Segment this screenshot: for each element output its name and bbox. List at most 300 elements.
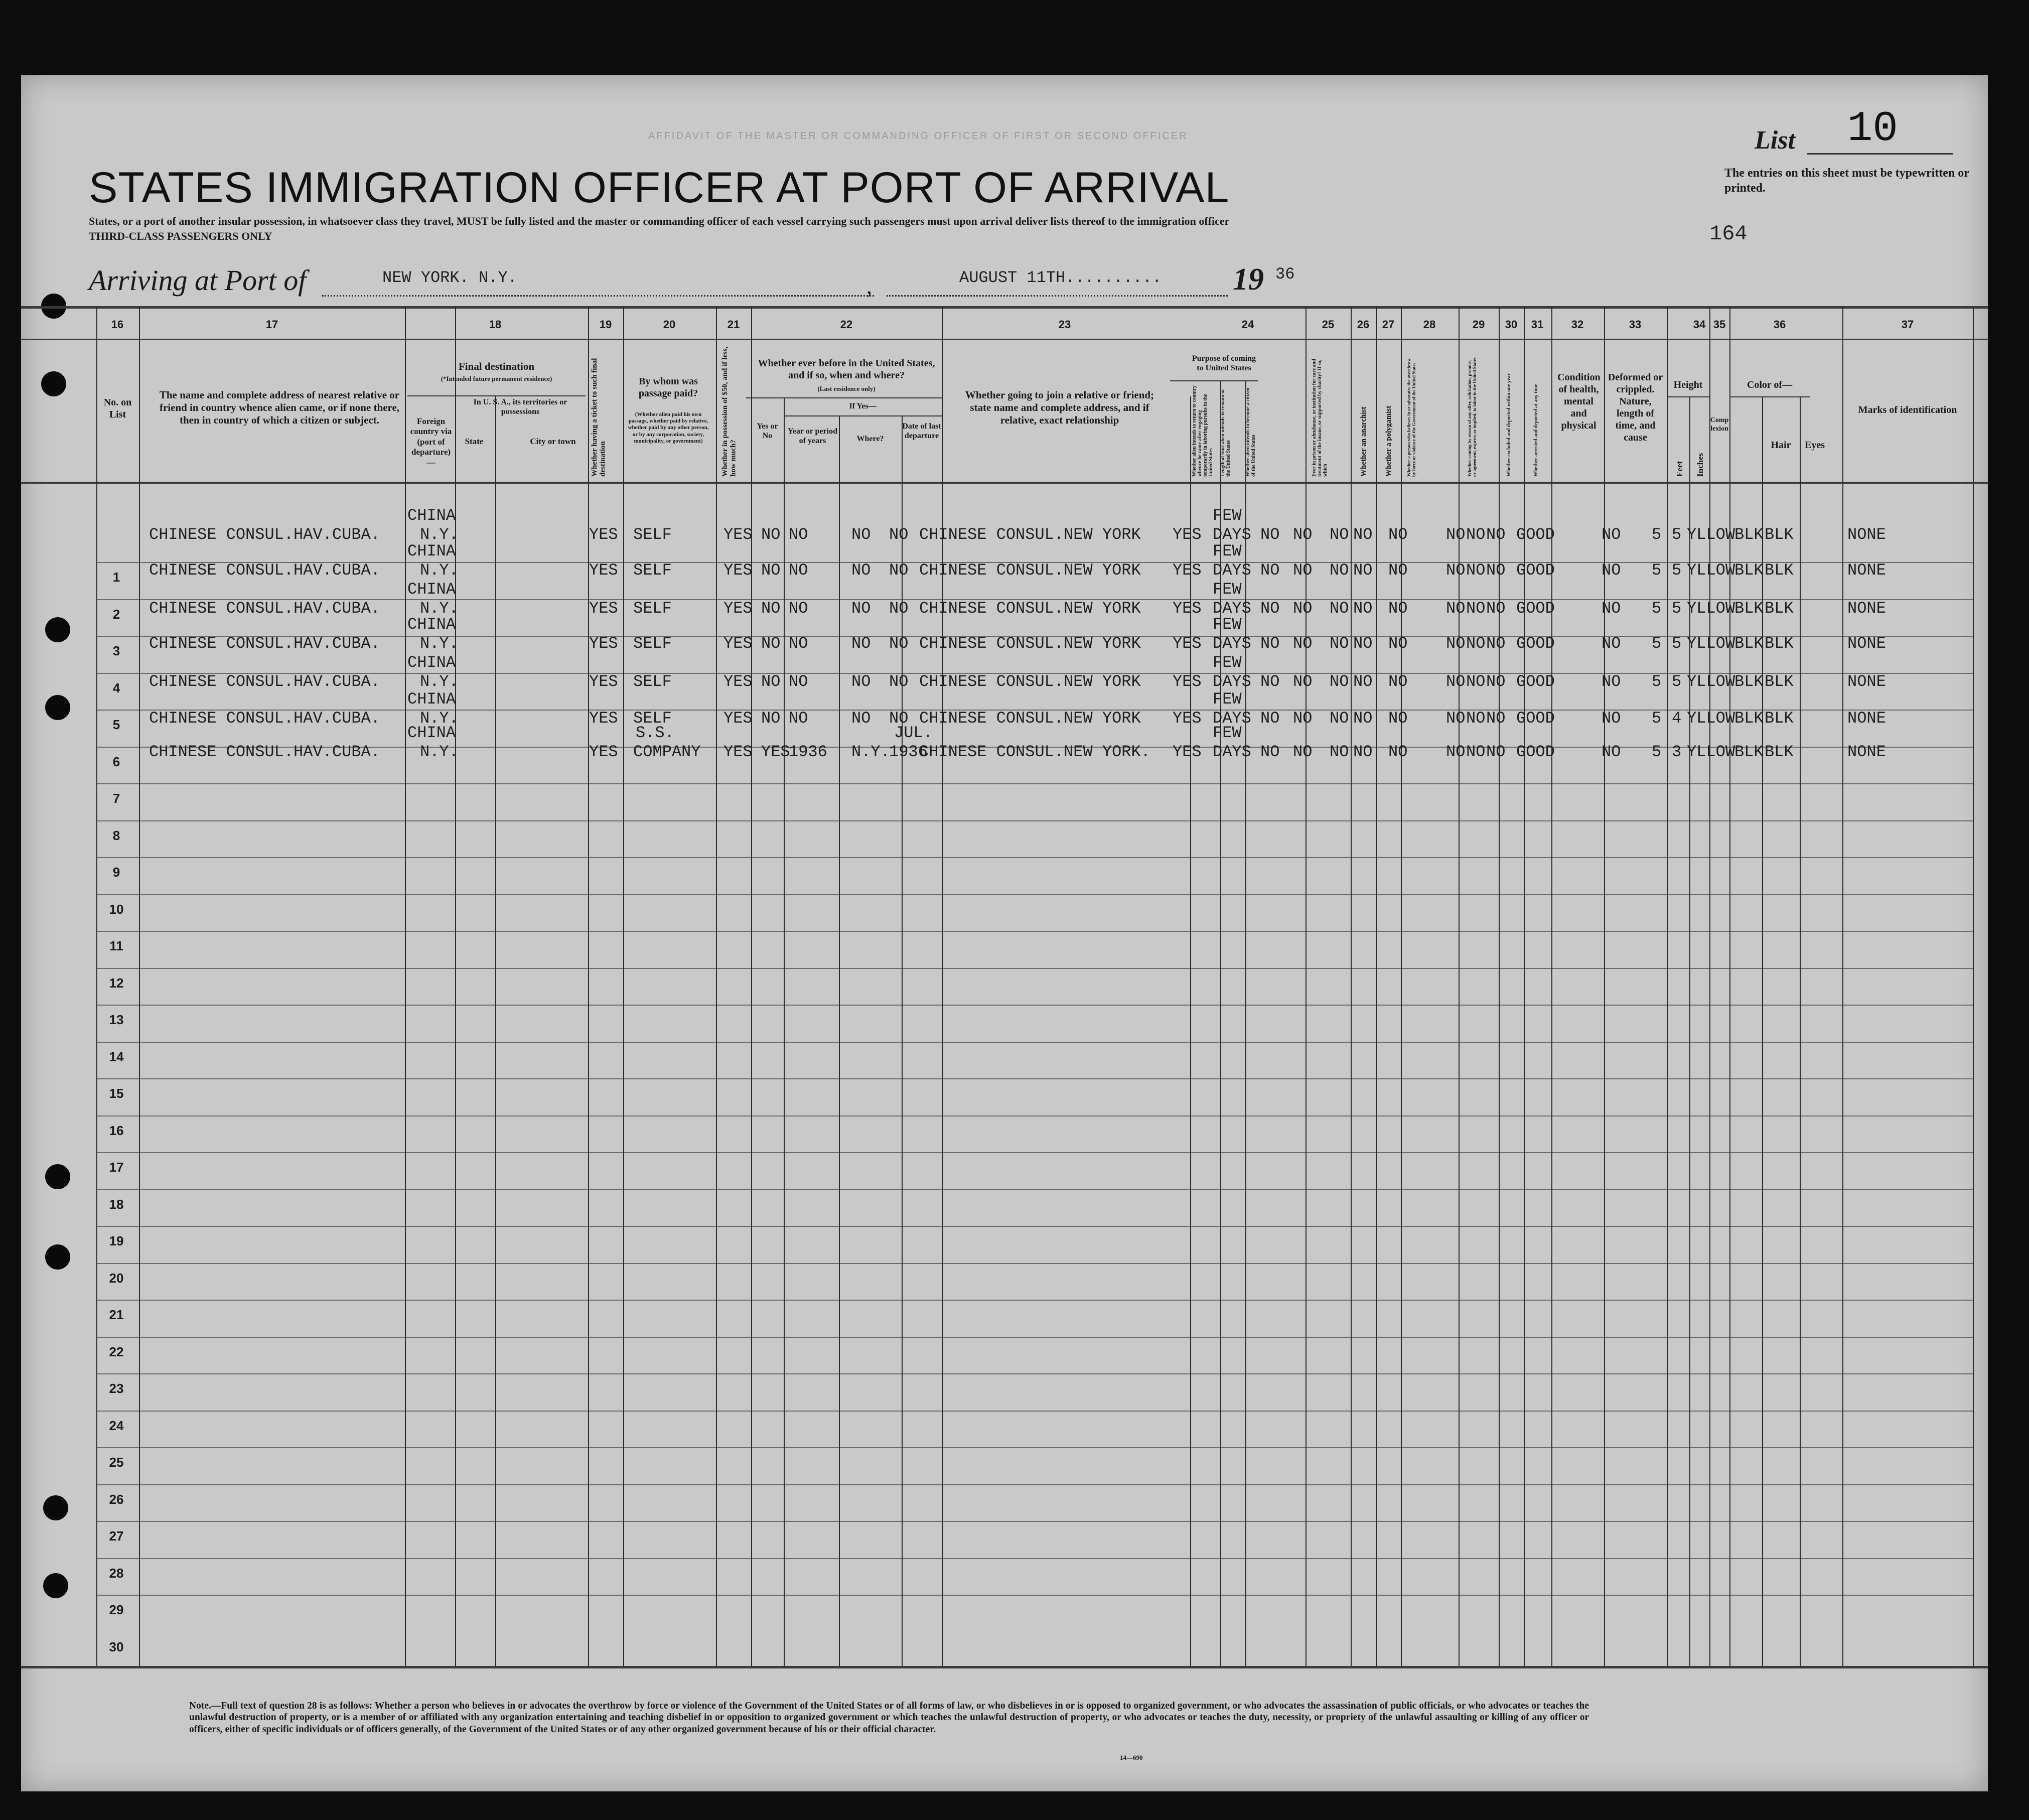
cell-eyes: BLK [1765, 525, 1794, 544]
column-number: 33 [1629, 318, 1642, 331]
column-rule [1401, 306, 1402, 1666]
cell-anarchist: NO [1330, 672, 1349, 691]
cell-length-top: FEW [1213, 690, 1242, 709]
cell-complexion: YLLOW [1687, 634, 1735, 653]
cell-eyes: BLK [1765, 599, 1794, 618]
cell-marks: NONE [1847, 599, 1886, 618]
cell-relative: CHINESE CONSUL.HAV.CUBA. [149, 672, 380, 691]
column-rule [1729, 306, 1730, 1666]
cell-departure: NO [889, 599, 909, 618]
row-number: 21 [109, 1307, 124, 1322]
row-rule [96, 1005, 1973, 1006]
cell-usa: N.Y. [420, 709, 459, 728]
cell-where: NO [851, 672, 871, 691]
hdr-purpose-b: Length of time alien intends to remain in the United States [1220, 389, 1231, 477]
row-rule [96, 1115, 1973, 1116]
cell-foreign: CHINA [407, 506, 456, 525]
cell-usa: N.Y. [420, 634, 459, 653]
cell-relative: CHINESE CONSUL.HAV.CUBA. [149, 561, 380, 580]
cell-citizen: NO [1260, 634, 1280, 653]
cell-period: NO [789, 599, 808, 618]
cell-period: NO [789, 561, 808, 580]
hdr-period: Year or period of years [788, 427, 837, 446]
column-rule [1499, 306, 1500, 1666]
cell-before: NO [761, 709, 781, 728]
cell-q29: NO [1446, 561, 1466, 580]
cell-health: GOOD [1516, 525, 1555, 544]
table-top-rule [21, 306, 1988, 309]
column-number: 24 [1241, 318, 1254, 331]
cell-q29: NO [1446, 525, 1466, 544]
hdr-where: Where? [856, 435, 884, 443]
cell-q28: NO [1388, 561, 1408, 580]
row-rule [96, 820, 1973, 821]
cell-paid: SELF [633, 709, 672, 728]
cell-before: NO [761, 525, 781, 544]
column-number: 34 [1693, 318, 1706, 331]
cell-departure: NO [889, 672, 909, 691]
year-prefix: 19 [1233, 262, 1264, 297]
cell-health: GOOD [1516, 561, 1555, 580]
cell-health: GOOD [1516, 709, 1555, 728]
cell-feet: 5 [1652, 672, 1662, 691]
cell-q28: NO [1388, 709, 1408, 728]
cell-length-top: FEW [1213, 580, 1242, 599]
cell-departure: 1936 [889, 743, 928, 761]
cell-feet: 5 [1652, 709, 1662, 728]
sub-rule-34 [1667, 396, 1709, 397]
cell-length-top: FEW [1213, 615, 1242, 634]
row-number: 23 [109, 1381, 124, 1396]
hdr-hair: Hair [1771, 440, 1791, 451]
column-rule [1459, 306, 1460, 1666]
cell-polygamist: NO [1353, 525, 1373, 544]
cell-joining: CHINESE CONSUL.NEW YORK [919, 672, 1141, 691]
row-number: 13 [109, 1012, 124, 1027]
cell-return: YES [1173, 525, 1202, 544]
cell-before: NO [761, 599, 781, 618]
hdr-no-on-list: No. on List [103, 397, 132, 420]
cell-q31: NO [1486, 599, 1506, 618]
cell-usa: N.Y. [420, 525, 459, 544]
cell-deformed: NO [1602, 709, 1621, 728]
row-number: 6 [112, 754, 120, 769]
cell-departure: NO [889, 561, 909, 580]
hdr-nearest-relative: The name and complete address of nearest relative or friend in country whence alien came, or if none there, then in country of which a citizen or subject. [159, 389, 400, 427]
hdr-purpose-a: Whether alien intends to return to country whence he came after engaging temporarily in laboring pursuits in the United States [1192, 385, 1214, 477]
punch-hole [45, 1244, 70, 1270]
cell-return: YES [1173, 561, 1202, 580]
cell-inches: 4 [1672, 709, 1682, 728]
row-number: 10 [109, 901, 124, 917]
hdr-deformed: Deformed or crippled. Nature, length of time, and cause [1608, 372, 1663, 443]
cell-complexion: YLLOW [1687, 525, 1735, 544]
cell-where: NO [851, 561, 871, 580]
hdr-paid-by-label: By whom was passage paid? [638, 376, 698, 399]
row-rule [96, 931, 1973, 932]
column-rule [1604, 306, 1605, 1666]
cell-where: N.Y. [851, 743, 890, 761]
colnum-rule [21, 339, 1988, 340]
cell-deformed: NO [1602, 525, 1621, 544]
cell-q30: NO [1466, 525, 1486, 544]
row-number: 7 [112, 791, 120, 806]
cell-polygamist: NO [1353, 599, 1373, 618]
row-number: 26 [109, 1491, 124, 1507]
hdr-q28: Whether a person who believes in or advocates the overthrow by force or violence of the Government of the United States [1406, 358, 1416, 477]
hdr-marks: Marks of identification [1858, 404, 1957, 415]
column-number: 23 [1058, 318, 1071, 331]
column-rule [1524, 306, 1525, 1666]
cell-q31: NO [1486, 672, 1506, 691]
column-rule [1376, 306, 1377, 1666]
cell-q29: NO [1446, 709, 1466, 728]
cell-length: DAYS [1213, 634, 1251, 653]
row-rule [96, 968, 1973, 969]
cell-health: GOOD [1516, 672, 1555, 691]
column-number: 22 [840, 318, 853, 331]
hdr-before-us-note: (Last residence only) [817, 385, 876, 392]
column-number: 29 [1472, 318, 1485, 331]
cell-prison: NO [1293, 743, 1313, 761]
hdr-eyes: Eyes [1805, 440, 1825, 451]
sub-rule-36 [1729, 396, 1810, 397]
cell-deformed: NO [1602, 599, 1621, 618]
cell-before: YES [761, 743, 790, 761]
column-rule [1842, 306, 1843, 1666]
hdr-ticket: Whether having a ticket to such final destination [591, 358, 607, 477]
cell-citizen: NO [1260, 561, 1280, 580]
cell-health: GOOD [1516, 634, 1555, 653]
cell-q31: NO [1486, 525, 1506, 544]
hdr-feet: Feet [1675, 461, 1684, 477]
hdr-yes-no: Yes or No [757, 422, 778, 441]
arriving-label: Arriving at Port of [89, 264, 307, 297]
faded-affidavit-line: AFFIDAVIT OF THE MASTER OR COMMANDING OFFICER OF FIRST OR SECOND OFFICER [648, 130, 1188, 142]
cell-prison: NO [1293, 709, 1313, 728]
cell-where: NO [851, 709, 871, 728]
cell-joining: CHINESE CONSUL.NEW YORK. [919, 743, 1150, 761]
cell-feet: 5 [1652, 743, 1662, 761]
cell-foreign: CHINA [407, 615, 456, 634]
column-rule [495, 395, 496, 1666]
column-rule [942, 306, 943, 1666]
cell-foreign: CHINA [407, 653, 456, 672]
cell-foreign: CHINA [407, 542, 456, 561]
row-rule [96, 783, 1973, 784]
row-rule [96, 1263, 1973, 1264]
cell-ticket: YES [589, 709, 618, 728]
cell-money: YES [723, 672, 753, 691]
cell-citizen: NO [1260, 525, 1280, 544]
cell-q31: NO [1486, 709, 1506, 728]
cell-inches: 5 [1672, 599, 1682, 618]
hdr-paid-by-note: (Whether alien paid his own passage, whether paid by relative, whether paid by any other person, or by any corporation, society, municipality, or government) [628, 411, 709, 444]
cell-before: NO [761, 672, 781, 691]
sub-rule-22 [746, 397, 942, 398]
cell-length: DAYS [1213, 525, 1251, 544]
row-number: 8 [112, 827, 120, 843]
cell-period: NO [789, 709, 808, 728]
cell-departure-top: JUL. [894, 724, 933, 742]
row-number: 19 [109, 1233, 124, 1248]
cell-complexion: YLLOW [1687, 561, 1735, 580]
cell-length: DAYS [1213, 709, 1251, 728]
cell-q31: NO [1486, 634, 1506, 653]
column-rule [1762, 396, 1763, 1666]
header-bottom-rule [21, 482, 1988, 484]
row-number: 24 [109, 1418, 124, 1433]
column-number: 37 [1901, 318, 1914, 331]
row-rule [96, 1078, 1973, 1079]
cell-q29: NO [1446, 743, 1466, 761]
cell-q28: NO [1388, 743, 1408, 761]
cell-citizen: NO [1260, 743, 1280, 761]
cell-deformed: NO [1602, 743, 1621, 761]
cell-anarchist: NO [1330, 525, 1349, 544]
cell-where: NO [851, 525, 871, 544]
page-title: STATES IMMIGRATION OFFICER AT PORT OF ARRIVAL [89, 164, 1230, 212]
cell-return: YES [1173, 599, 1202, 618]
cell-complexion: YLLOW [1687, 672, 1735, 691]
cell-prison: NO [1293, 634, 1313, 653]
cell-anarchist: NO [1330, 561, 1349, 580]
cell-period: NO [789, 634, 808, 653]
cell-length: DAYS [1213, 561, 1251, 580]
row-number: 30 [109, 1639, 124, 1654]
hdr-color-of: Color of— [1747, 379, 1793, 390]
hdr-final-destination-note: (*Intended future permanent residence) [441, 375, 552, 382]
cell-polygamist: NO [1353, 672, 1373, 691]
cell-inches: 3 [1672, 743, 1682, 761]
hdr-date-departure: Date of last departure [902, 422, 941, 441]
row-rule [96, 1337, 1973, 1338]
row-number: 17 [109, 1160, 124, 1175]
hdr-joining-relative: Whether going to join a relative or friend; state name and complete address, and if relative, exact relationship [965, 389, 1154, 427]
cell-complexion: YLLOW [1687, 709, 1735, 728]
hdr-purpose: Purpose of coming to United States [1192, 354, 1256, 373]
cell-deformed: NO [1602, 672, 1621, 691]
table-bottom-rule [21, 1666, 1988, 1668]
date-value: AUGUST 11TH.......... [959, 268, 1162, 287]
row-number: 27 [109, 1528, 124, 1544]
cell-paid: COMPANY [633, 743, 701, 761]
row-rule [96, 1521, 1973, 1522]
cell-eyes: BLK [1765, 561, 1794, 580]
hdr-complexion: Complexion [1710, 416, 1729, 433]
cell-foreign: CHINA [407, 690, 456, 709]
column-number: 32 [1571, 318, 1584, 331]
column-number: 36 [1773, 318, 1786, 331]
column-number: 21 [727, 318, 740, 331]
cell-anarchist: NO [1330, 709, 1349, 728]
cell-joining: CHINESE CONSUL.NEW YORK [919, 599, 1141, 618]
row-rule [96, 1226, 1973, 1227]
punch-hole [45, 1164, 70, 1189]
sub-rule-18 [407, 395, 586, 396]
row-rule [96, 1558, 1973, 1559]
column-rule [784, 415, 785, 1666]
cell-feet: 5 [1652, 525, 1662, 544]
comma: , [866, 274, 872, 299]
cell-prison: NO [1293, 599, 1313, 618]
hdr-height: Height [1673, 379, 1703, 390]
cell-departure: NO [889, 634, 909, 653]
column-number: 19 [599, 318, 612, 331]
cell-ticket: YES [589, 672, 618, 691]
hdr-q31: Whether arrested and deported at any time [1533, 383, 1539, 477]
cell-paid-top: S.S. [636, 724, 674, 742]
column-number: 20 [663, 318, 676, 331]
cell-paid: SELF [633, 525, 672, 544]
hdr-purpose-c: Whether alien intends to become a citizen of the United States [1245, 387, 1256, 477]
row-number: 16 [109, 1123, 124, 1138]
cell-polygamist: NO [1353, 709, 1373, 728]
cell-q31: NO [1486, 561, 1506, 580]
cell-usa: N.Y. [420, 672, 459, 691]
column-rule [1709, 306, 1710, 1666]
punch-hole [43, 1495, 68, 1520]
cell-before: NO [761, 634, 781, 653]
row-number: 4 [112, 680, 120, 695]
cell-hair: BLK [1734, 743, 1764, 761]
column-number: 30 [1505, 318, 1518, 331]
cell-relative: CHINESE CONSUL.HAV.CUBA. [149, 709, 380, 728]
column-rule [139, 306, 140, 1666]
column-rule [1667, 306, 1668, 1666]
cell-return: YES [1173, 672, 1202, 691]
cell-joining: CHINESE CONSUL.NEW YORK [919, 561, 1141, 580]
cell-joining: CHINESE CONSUL.NEW YORK [919, 525, 1141, 544]
cell-marks: NONE [1847, 672, 1886, 691]
cell-feet: 5 [1652, 561, 1662, 580]
cell-departure: NO [889, 709, 909, 728]
cell-hair: BLK [1734, 709, 1764, 728]
cell-polygamist: NO [1353, 743, 1373, 761]
cell-period: NO [789, 525, 808, 544]
hdr-q30: Whether excluded and deported within one year [1506, 373, 1512, 477]
cell-inches: 5 [1672, 672, 1682, 691]
cell-eyes: BLK [1765, 634, 1794, 653]
hdr-if-yes: If Yes— [849, 402, 877, 410]
cell-prison: NO [1293, 525, 1313, 544]
cell-citizen: NO [1260, 709, 1280, 728]
cell-q30: NO [1466, 561, 1486, 580]
cell-usa: N.Y. [420, 561, 459, 580]
column-rule [1800, 396, 1801, 1666]
row-number: 18 [109, 1196, 124, 1212]
cell-ticket: YES [589, 634, 618, 653]
column-rule [1306, 306, 1307, 1666]
row-number: 29 [109, 1602, 124, 1617]
column-rule [1190, 396, 1191, 1666]
cell-complexion: YLLOW [1687, 743, 1735, 761]
cell-inches: 5 [1672, 561, 1682, 580]
list-underline [1807, 153, 1953, 155]
cell-anarchist: NO [1330, 743, 1349, 761]
cell-money: YES [723, 525, 753, 544]
cell-money: YES [723, 709, 753, 728]
cell-anarchist: NO [1330, 634, 1349, 653]
instructions-line: States, or a port of another insular possession, in whatsoever class they travel, MUST be fully listed and the master or commanding officer of each vessel carrying such passengers must upon arrival deliver lists thereof to the immigration officer [89, 215, 1230, 227]
cell-paid: SELF [633, 634, 672, 653]
hdr-prison: Ever in prison or almshouse, or institution for care and treatment of the insane, or supported by charity? If so, which [1312, 359, 1328, 477]
cell-return: YES [1173, 743, 1202, 761]
port-underline [322, 295, 874, 297]
cell-feet: 5 [1652, 634, 1662, 653]
cell-eyes: BLK [1765, 709, 1794, 728]
cell-eyes: BLK [1765, 672, 1794, 691]
row-number: 1 [112, 570, 120, 585]
cell-money: YES [723, 599, 753, 618]
cell-ticket: YES [589, 561, 618, 580]
row-number: 2 [112, 606, 120, 622]
cell-health: GOOD [1516, 743, 1555, 761]
cell-length-top: FEW [1213, 724, 1242, 742]
cell-foreign: CHINA [407, 580, 456, 599]
column-rule [1351, 306, 1352, 1666]
punch-hole [45, 695, 70, 720]
row-rule [96, 1152, 1973, 1153]
list-number: 10 [1847, 105, 1898, 153]
cell-hair: BLK [1734, 672, 1764, 691]
cell-where: NO [851, 634, 871, 653]
cell-deformed: NO [1602, 561, 1621, 580]
cell-length: DAYS [1213, 672, 1251, 691]
port-value: NEW YORK. N.Y. [382, 268, 517, 287]
row-number: 14 [109, 1049, 124, 1064]
column-rule [839, 415, 840, 1666]
class-line: THIRD-CLASS PASSENGERS ONLY [89, 230, 272, 242]
cell-hair: BLK [1734, 525, 1764, 544]
cell-q30: NO [1466, 599, 1486, 618]
cell-q30: NO [1466, 634, 1486, 653]
column-rule [1973, 306, 1974, 1666]
cell-joining: CHINESE CONSUL.NEW YORK [919, 634, 1141, 653]
cell-hair: BLK [1734, 561, 1764, 580]
row-rule [96, 1484, 1973, 1485]
row-rule [96, 894, 1973, 895]
cell-period: NO [789, 672, 808, 691]
column-rule [716, 306, 717, 1666]
row-number: 12 [109, 975, 124, 991]
cell-departure: NO [889, 525, 909, 544]
column-number: 27 [1382, 318, 1395, 331]
cell-usa: N.Y. [420, 599, 459, 618]
cell-marks: NONE [1847, 561, 1886, 580]
cell-inches: 5 [1672, 525, 1682, 544]
cell-complexion: YLLOW [1687, 599, 1735, 618]
cell-length: DAYS [1213, 599, 1251, 618]
cell-hair: BLK [1734, 634, 1764, 653]
hdr-health: Condition of health, mental and physical [1557, 372, 1601, 431]
column-number: 31 [1531, 318, 1544, 331]
cell-relative: CHINESE CONSUL.HAV.CUBA. [149, 525, 380, 544]
row-rule [96, 1447, 1973, 1448]
cell-anarchist: NO [1330, 599, 1349, 618]
hdr-anarchist: Whether an anarchist [1360, 406, 1368, 477]
row-number: 25 [109, 1455, 124, 1470]
hdr-state: State [465, 437, 484, 446]
row-number: 9 [112, 865, 120, 880]
cell-q30: NO [1466, 709, 1486, 728]
manifest-sheet [21, 75, 1988, 1791]
row-rule [96, 1373, 1973, 1374]
cell-citizen: NO [1260, 672, 1280, 691]
cell-before: NO [761, 561, 781, 580]
cell-polygamist: NO [1353, 634, 1373, 653]
row-number: 11 [109, 938, 123, 953]
